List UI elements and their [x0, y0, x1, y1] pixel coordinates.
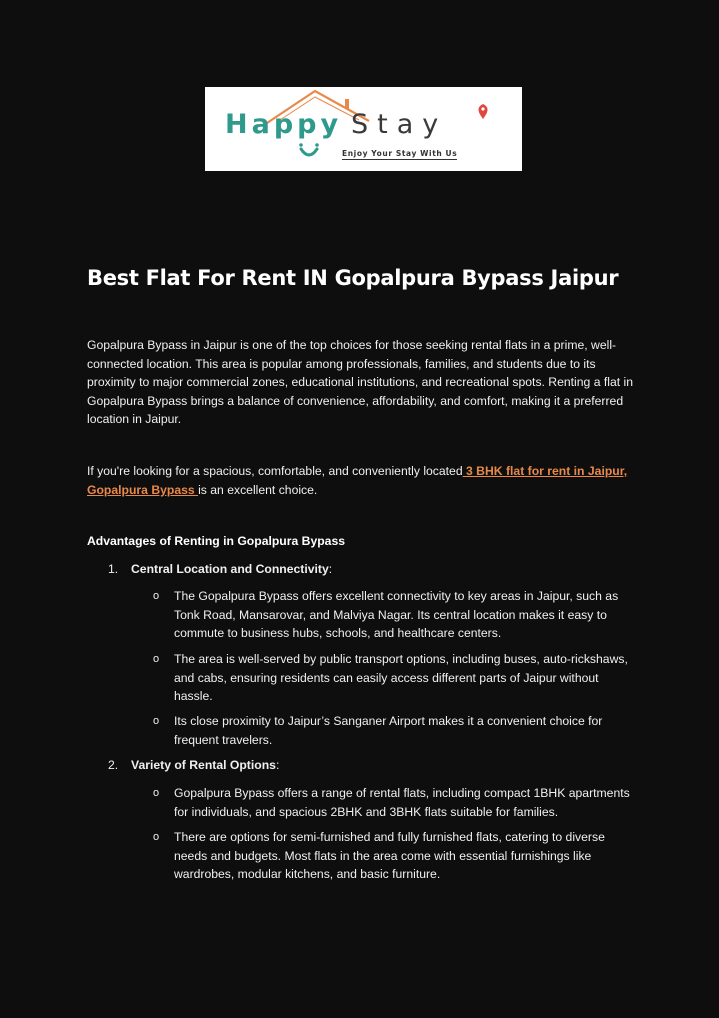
- list-item-text: Its close proximity to Jaipur’s Sanganer Airport makes it a convenient choice for frequent travelers.: [174, 714, 603, 747]
- intro-paragraph: Gopalpura Bypass in Jaipur is one of the top choices for those seeking rental flats in a prime, well-connected location. This area is popular among professionals, families, and students due to its proximity to major commercial zones, educational institutions, and recreational spots. Renting a flat in Gopalpura Bypass brings a balance of convenience, affordability, and comfort, making it a preferred location in Jaipur.: [87, 338, 633, 427]
- chimney-icon: [345, 99, 349, 109]
- logo-word-stay: Stay: [351, 109, 448, 140]
- list-item-text: The area is well-served by public transport options, including buses, auto-rickshaws, and cabs, ensuring residents can easily access different parts of Jaipur without hassle.: [174, 652, 628, 704]
- smile-icon: [301, 149, 317, 155]
- section-title: Central Location and Connectivity: [131, 562, 329, 576]
- location-pin-icon: [479, 104, 488, 119]
- list-item-text: There are options for semi-furnished and fully furnished flats, catering to diverse needs and budgets. Most flats in the area come with essential furnishings like wardrobes, modular kitchens, and basic furniture.: [174, 830, 605, 882]
- cta-text-before: If you're looking for a spacious, comfortable, and conveniently located: [87, 464, 463, 478]
- section-number: 1.: [108, 562, 119, 576]
- list-item: [153, 650, 633, 706]
- page-title: Best Flat For Rent IN Gopalpura Bypass Jaipur: [87, 266, 619, 290]
- list-item: [153, 587, 633, 643]
- section-title: Variety of Rental Options: [131, 758, 276, 772]
- list-item: [153, 712, 633, 749]
- list-item-text: Gopalpura Bypass offers a range of rental flats, including compact 1BHK apartments for individuals, and spacious 2BHK and 3BHK flats suitable for families.: [174, 786, 630, 819]
- bullet-icon: o: [153, 715, 160, 727]
- section-suffix: :: [328, 562, 333, 576]
- list-item-text: The Gopalpura Bypass offers excellent connectivity to key areas in Jaipur, such as Tonk Road, Mansarovar, and Malviya Nagar. Its central location makes it easy to commute to business hubs, schools, and healthcare centers.: [174, 589, 619, 641]
- bullet-icon: o: [153, 653, 160, 665]
- advantages-heading: Advantages of Renting in Gopalpura Bypass: [87, 534, 346, 548]
- section-number: 2.: [108, 758, 119, 772]
- happystay-logo: [205, 87, 522, 171]
- logo-tagline: Enjoy Your Stay With Us: [342, 149, 458, 158]
- section-item-location: [108, 562, 332, 576]
- cta-text-after: is an excellent choice.: [198, 482, 318, 497]
- list-item: [153, 784, 633, 821]
- section-item-variety: [108, 758, 279, 772]
- logo-word-happy: Happy: [225, 109, 343, 140]
- section-suffix: :: [275, 758, 280, 772]
- bullet-icon: o: [153, 787, 160, 799]
- cta-paragraph: [87, 462, 635, 499]
- bullet-icon: o: [153, 831, 160, 843]
- list-item: [153, 828, 633, 884]
- bullet-icon: o: [153, 590, 160, 602]
- flat-for-rent-link[interactable]: 3 BHK flat for rent in Jaipur, Gopalpura Bypass: [87, 464, 628, 497]
